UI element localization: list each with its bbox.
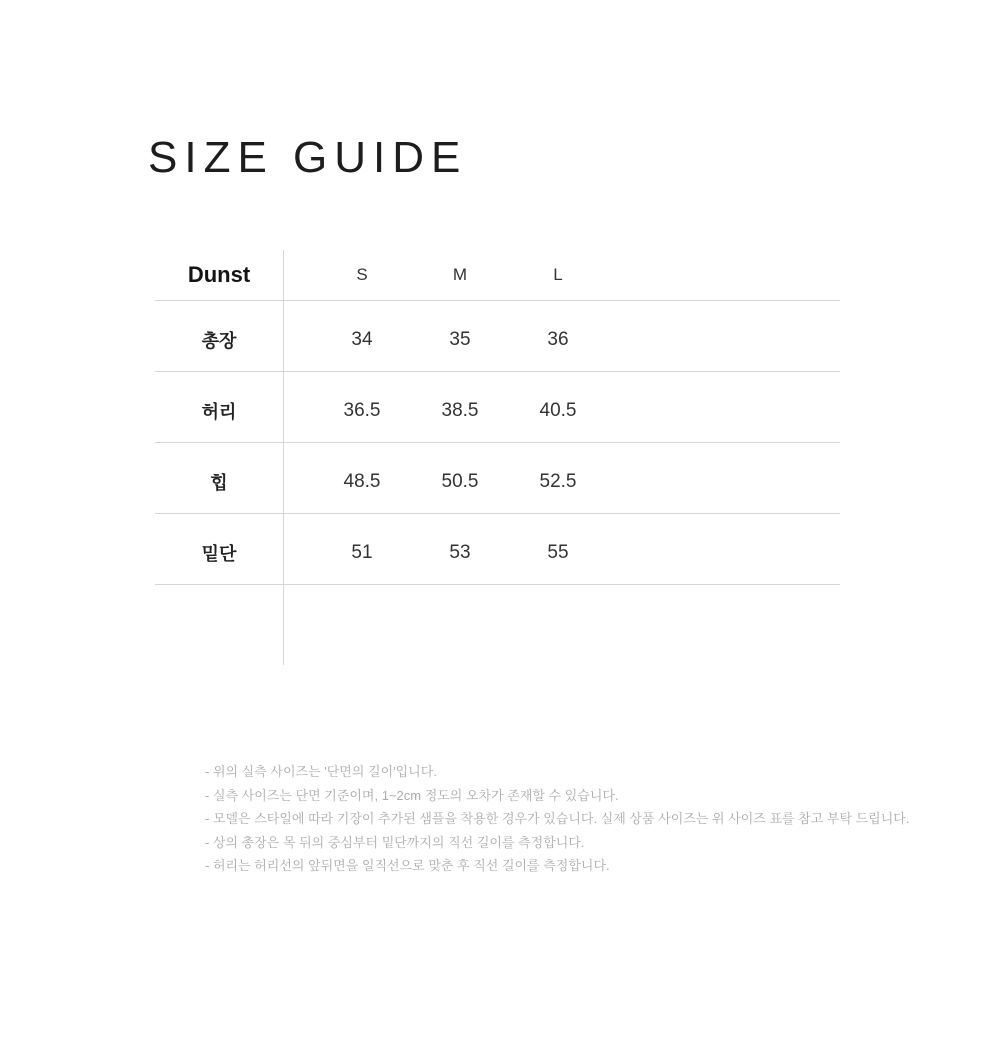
note-model-sample: - 모델은 스타일에 따라 기장이 추가된 샘플을 착용한 경우가 있습니다. 실제 상품 사이즈는 위 사이즈 표를 참고 부탁 드립니다.: [205, 811, 910, 826]
measurement-notes: [205, 760, 909, 878]
value-total-length-s: 34: [351, 328, 373, 350]
column-header-l: L: [553, 265, 563, 284]
value-hem-m: 53: [449, 541, 471, 563]
value-waist-l: 40.5: [539, 399, 577, 421]
page-title: SIZE GUIDE: [148, 133, 468, 182]
row-label-hem: 밑단: [201, 543, 237, 564]
table-row-hip: [155, 443, 840, 514]
note-waist-method: - 허리는 허리선의 앞뒤면을 일직선으로 맞춘 후 직선 길이를 측정합니다.: [205, 858, 610, 873]
note-total-length-method: - 상의 총장은 목 뒤의 중심부터 밑단까지의 직선 길이를 측정합니다.: [205, 834, 585, 850]
row-values-total-length: [283, 329, 607, 351]
row-label-total-length: 총장: [201, 330, 237, 351]
value-hem-s: 51: [351, 541, 373, 563]
value-hip-l: 52.5: [539, 470, 577, 492]
note-tolerance: - 실측 사이즈는 단면 기준이며, 1~2cm 정도의 오차가 존재할 수 있습니다.: [205, 787, 619, 803]
size-table: [155, 250, 840, 660]
value-hip-m: 50.5: [441, 470, 479, 492]
value-waist-m: 38.5: [441, 399, 479, 421]
row-label-waist: 허리: [201, 401, 237, 422]
value-total-length-l: 36: [547, 328, 569, 350]
table-empty-row: [155, 585, 840, 660]
table-row-total-length: [155, 301, 840, 372]
column-header-m: M: [452, 265, 468, 284]
table-vertical-divider: [283, 250, 284, 665]
table-row-waist: [155, 372, 840, 443]
value-waist-s: 36.5: [343, 399, 381, 421]
brand-name: Dunst: [187, 262, 251, 287]
table-header-row: [155, 250, 840, 301]
row-values-hip: [283, 471, 607, 493]
value-hip-s: 48.5: [343, 470, 381, 492]
table-row-hem: [155, 514, 840, 585]
value-hem-l: 55: [547, 541, 569, 563]
row-values-hem: [283, 542, 607, 564]
value-total-length-m: 35: [449, 328, 471, 350]
row-values-waist: [283, 400, 607, 422]
note-measure-flat-length: - 위의 실측 사이즈는 '단면의 길이'입니다.: [205, 764, 437, 779]
size-column-headers: [283, 265, 607, 285]
row-label-hip: 힙: [210, 472, 228, 493]
column-header-s: S: [356, 265, 368, 284]
